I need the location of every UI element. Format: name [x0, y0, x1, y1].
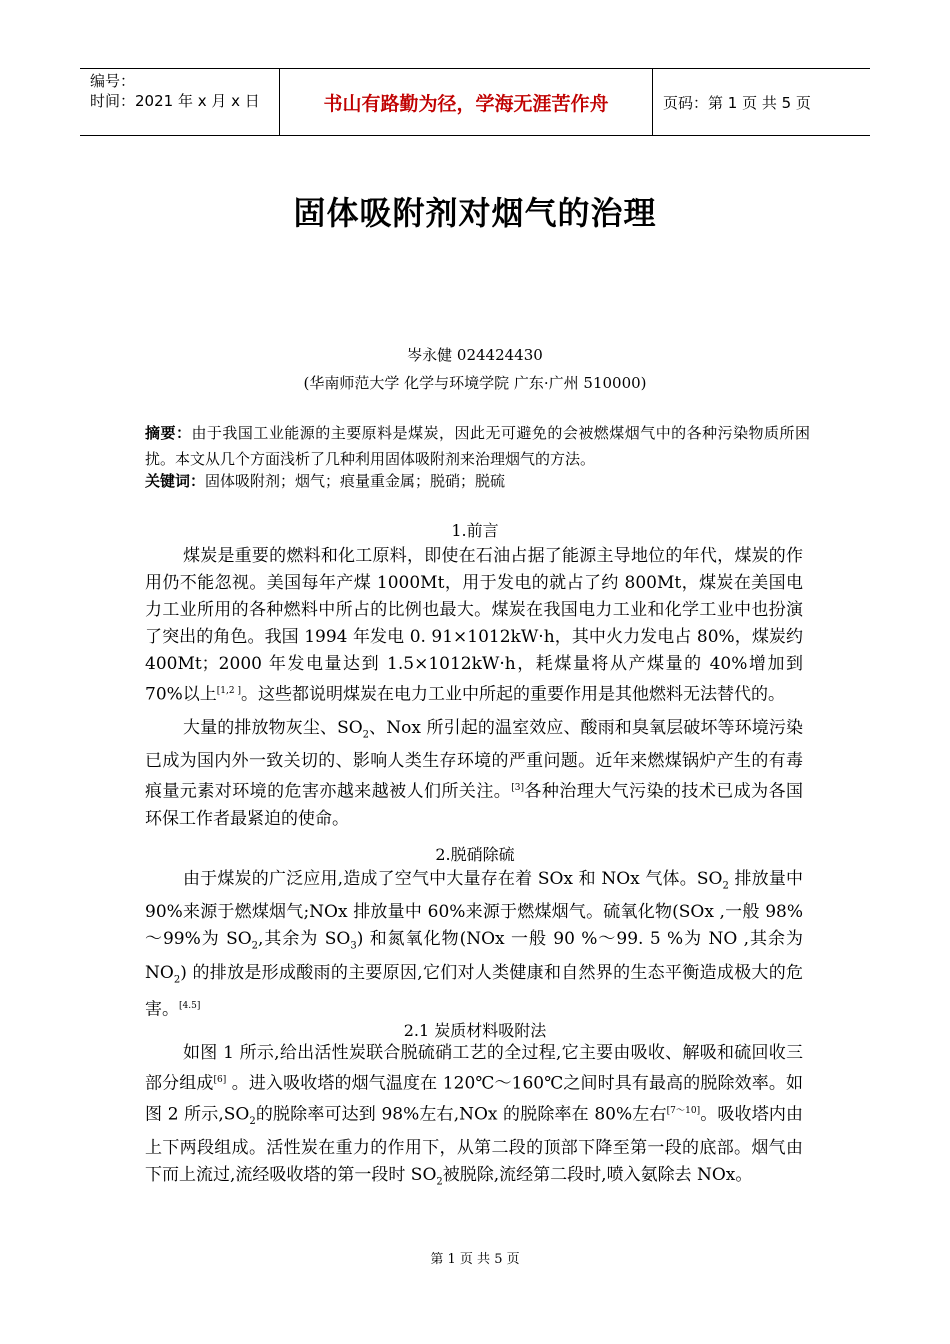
- author-line: 岑永健 024424430: [407, 346, 543, 364]
- sec21-text-b: 。进入吸收塔的烟气温度在 120℃～160℃之间时具有最高的脱除效率。如图 2 所示,SO: [145, 1073, 803, 1125]
- keywords: [145, 470, 810, 492]
- intro-paragraph-1: [145, 543, 803, 709]
- page-footer: 第 1 页 共 5 页: [430, 1252, 520, 1267]
- document-time-label: 时间：2021 年 x 月 x 日: [90, 92, 260, 110]
- intro-p1-end: 。这些都说明煤炭在电力工业中所起的重要作用是其他燃料无法替代的。: [241, 684, 785, 705]
- sec2-text-c: ,其余为 SO: [258, 929, 351, 950]
- sec21-text-c: 的脱除率可达到 98%左右,NOx 的脱除率在 80%左右: [255, 1104, 667, 1125]
- section-2-1-paragraph-1: [145, 1040, 803, 1195]
- subscript: 3: [350, 940, 357, 952]
- subscript: 2: [436, 1176, 443, 1188]
- citation-ref: [4.5]: [179, 1001, 201, 1012]
- citation-ref: [7～10]: [666, 1105, 701, 1116]
- header-motto: 书山有路勤为径，学海无涯苦作舟: [323, 92, 609, 115]
- affiliation-line: (华南师范大学 化学与环境学院 广东·广州 510000): [303, 374, 647, 392]
- page-header: [80, 68, 870, 136]
- subscript: 2: [251, 940, 259, 952]
- document-number-label: 编号：: [90, 72, 136, 90]
- intro-p2-text-b: 、Nox 所引起的温室效应、酸雨和臭氧层破坏等环境污染已成为国内外一致关切的、影响人类生存环境的严重问题。近年来燃煤锅炉产生的有毒痕量元素对环境的危害亦越来越被人们所关注。: [145, 718, 803, 803]
- document-title: 固体吸附剂对烟气的治理: [293, 194, 657, 232]
- sec21-text-a: 如图 1 所示,给出活性炭联合脱硫硝工艺的全过程,它主要由吸收、解吸和硫回收三部分组成: [145, 1043, 803, 1094]
- section-heading-intro: 1.前言: [451, 521, 499, 540]
- abstract: [145, 420, 810, 472]
- sec2-text-b: 排放量中 90%来源于燃煤烟气;NOx 排放量中 60%来源于燃煤烟气。硫氧化物(SOx ,一般 98%～99%为 SO: [145, 869, 803, 950]
- intro-p2-text-a: 大量的排放物灰尘、SO: [183, 718, 363, 738]
- sec2-text-a: 由于煤炭的广泛应用,造成了空气中大量存在着 SOx 和 NOx 气体。SO: [183, 869, 723, 889]
- sec2-text-d: ) 和氮氧化物(NOx 一般 90 %～99. 5 %为 NO ,其余为 NO: [145, 929, 803, 983]
- section-2-paragraph-1: [145, 866, 803, 1024]
- keywords-text: 固体吸附剂；烟气；痕量重金属；脱硝；脱硫: [205, 472, 506, 490]
- subscript: 2: [362, 729, 370, 741]
- section-heading-2-1: 2.1 炭质材料吸附法: [403, 1021, 547, 1040]
- sec2-text-e: ) 的排放是形成酸雨的主要原因,它们对人类健康和自然界的生态平衡造成极大的危害。: [145, 962, 803, 1020]
- keywords-label: 关键词：: [145, 472, 206, 490]
- subscript: 2: [722, 880, 729, 892]
- subscript: 2: [249, 1115, 256, 1127]
- abstract-text: 由于我国工业能源的主要原料是煤炭，因此无可避免的会被燃煤烟气中的各种污染物质所困扰。本文从几个方面浅析了几种利用固体吸附剂来治理烟气的方法。: [145, 424, 810, 468]
- header-motto-cell: [280, 69, 653, 135]
- abstract-label: 摘要：: [145, 424, 192, 442]
- citation-ref: [6]: [213, 1075, 227, 1085]
- section-heading-2: 2.脱硝除硫: [435, 845, 515, 864]
- header-left-cell: [80, 69, 280, 135]
- sec21-text-e: 被脱除,流经第二段时,喷入氨除去 NOx。: [442, 1164, 753, 1185]
- intro-p2-end: 各种治理大气污染的技术已成为各国环保工作者最紧迫的使命。: [145, 782, 804, 830]
- header-page-cell: [653, 69, 870, 135]
- sec21-text-d: 。吸收塔内由上下两段组成。活性炭在重力的作用下，从第二段的顶部下降至第一段的底部。烟气由下而上流过,流经吸收塔的第一段时 SO: [145, 1104, 803, 1185]
- intro-p1-text: 煤炭是重要的燃料和化工原料，即使在石油占据了能源主导地位的年代，煤炭的作用仍不能忽视。美国每年产煤 1000Mt，用于发电的就占了约 800Mt，煤炭在美国电力工业所用的各种燃料中所占的比例也最大。煤炭在我国电力工业和化学工业中也扮演了突出的角色。我国 1994 年发电 0. 91×1012kW·h，其中火力发电占 80%，煤炭约 400Mt；2000 年发电量达到 1.5×1012kW·h，耗煤量将从产煤量的 40%增加到 70%以上: [145, 546, 803, 705]
- header-page-number: 页码：第 1 页 共 5 页: [663, 93, 811, 112]
- citation-ref: [1,2 ]: [216, 686, 241, 696]
- citation-ref: [3]: [511, 783, 524, 794]
- subscript: 2: [173, 974, 181, 986]
- intro-paragraph-2: [145, 715, 803, 833]
